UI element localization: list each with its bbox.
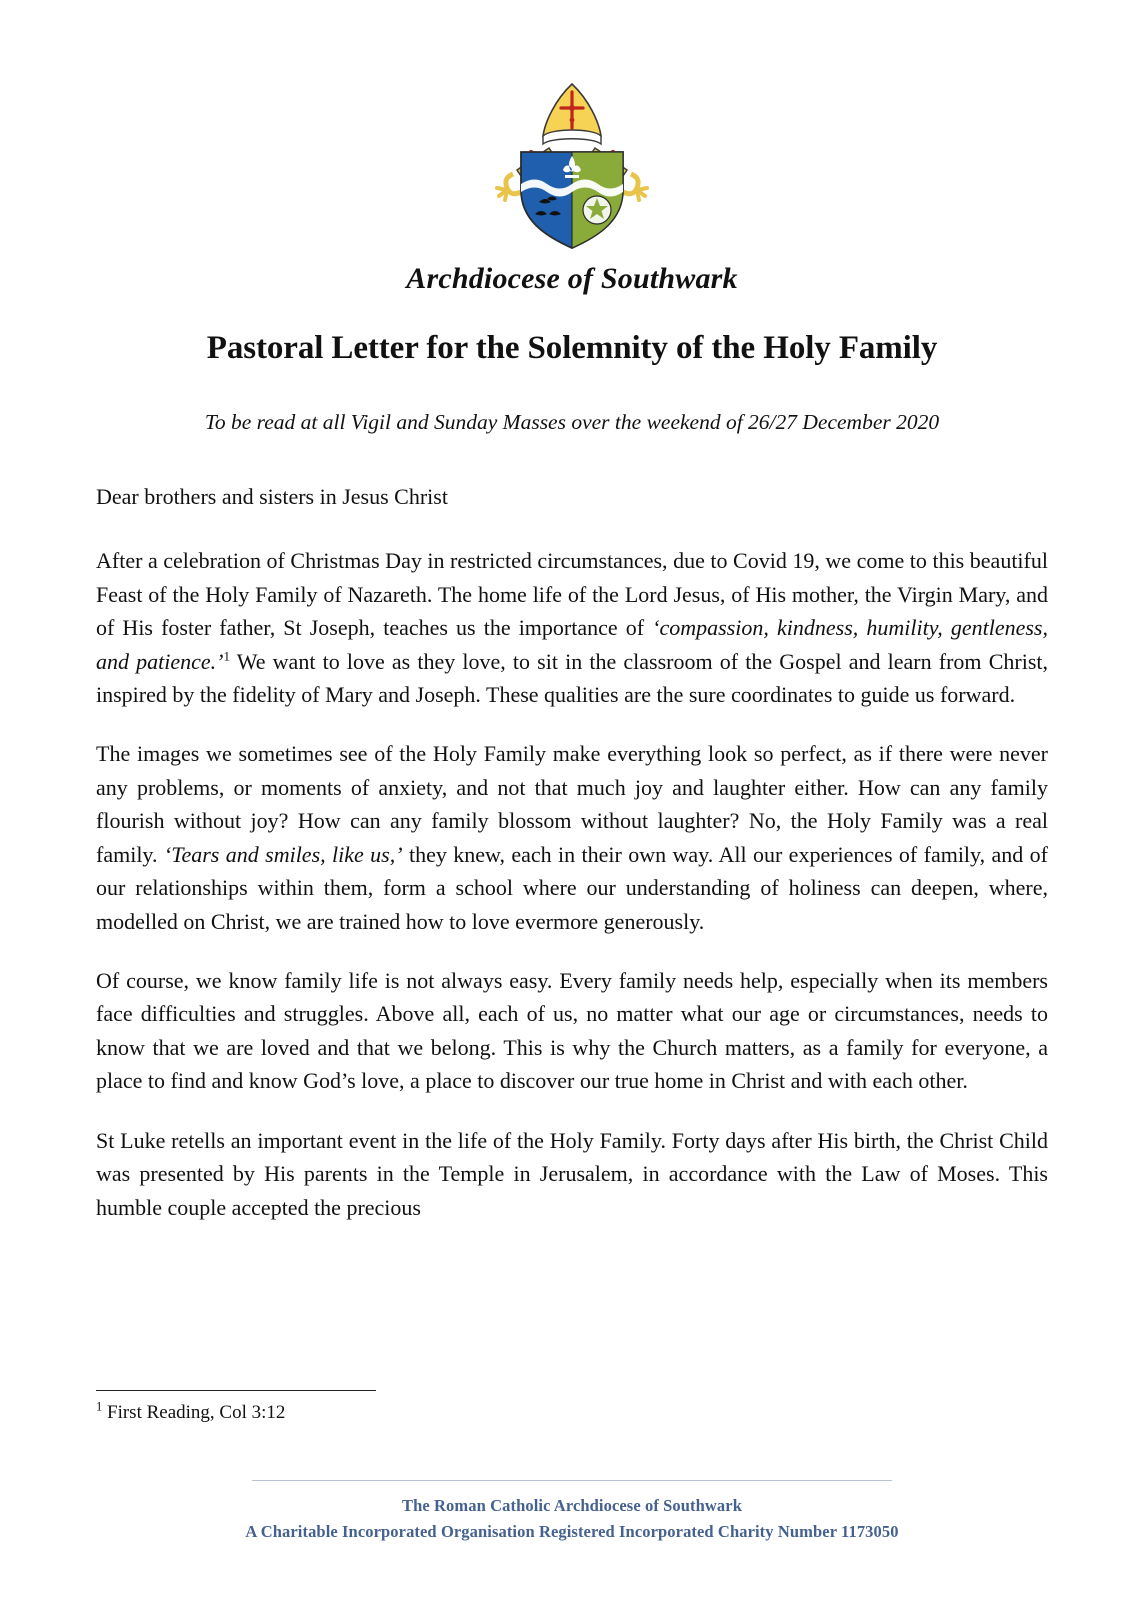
paragraph-2 [96,737,1048,938]
footer-line-2: A Charitable Incorporated Organisation Registered Incorporated Charity Number 1173050 [245,1521,899,1541]
footer-divider [252,1480,892,1481]
footnote-citation: First Reading, Col 3:12 [102,1402,286,1423]
page-footer [0,1480,1144,1544]
paragraph-3: Of course, we know family life is not always easy. Every family needs help, especially when its members face difficulties and struggles. Above all, each of us, no matter what our age or circumstances, needs to know that we are loved and that we belong. This is why the Church matters, as a family for everyone, a place to find and know God’s love, a place to discover our true home in Christ and with each other. [96,968,1048,1094]
paragraph-1-text-a: After a celebration of Christmas Day in restricted circumstances, due to Covid 19, we come to this beautiful Feast of the Holy Family of Nazareth. The home life of the Lord Jesus, of His mother, the Virgin Mary, and of His foster father, St Joseph, teaches us the importance of [96,548,1048,641]
paragraph-2-quote: ‘Tears and smiles, like us,’ [163,841,403,867]
paragraph-1-quote: ‘compassion, kindness, humility, gentleness, and patience.’ [96,615,1048,674]
document-subtitle: To be read at all Vigil and Sunday Masses over the weekend of 26/27 December 2020 [204,410,940,434]
paragraph-2-text-a: The images we sometimes see of the Holy Family make everything look so perfect, as if there were never any problems, or moments of anxiety, and not that much joy and laughter either. How can any family flourish without joy? How can any family blossom without laughter? No, the Holy Family was a real family. [96,741,1048,867]
footer-line-1: The Roman Catholic Archdiocese of Southwark [402,1496,742,1515]
organisation-name: Archdiocese of Southwark [406,262,738,295]
paragraph-1 [96,544,1048,711]
salutation: Dear brothers and sisters in Jesus Christ [96,484,448,509]
crest-container [96,78,1048,258]
footnote-rule [96,1390,376,1391]
paragraph-2-text-b: they knew, each in their own way. All our experiences of family, and of our relationships within them, form a school where our understanding of holiness can deepen, where, modelled on Christ, we are trained how to love evermore generously. [96,841,1048,934]
paragraph-4: St Luke retells an important event in the life of the Holy Family. Forty days after His birth, the Christ Child was presented by His parents in the Temple in Jerusalem, in accordance with the Law of Moses. This humble couple accepted the precious [96,1127,1048,1220]
footnote-area [96,1390,1048,1426]
paragraph-1-text-b: We want to love as they love, to sit in the classroom of the Gospel and learn from Christ, inspired by the fidelity of Mary and Joseph. These qualities are the sure coordinates to guide us forward. [96,648,1048,707]
footnote-entry [96,1401,1048,1426]
page-title: Pastoral Letter for the Solemnity of the Holy Family [206,330,938,366]
footnote-marker-1: 1 [223,648,230,664]
southwark-coat-of-arms-icon [487,78,657,256]
footnote-number: 1 [96,1399,103,1414]
